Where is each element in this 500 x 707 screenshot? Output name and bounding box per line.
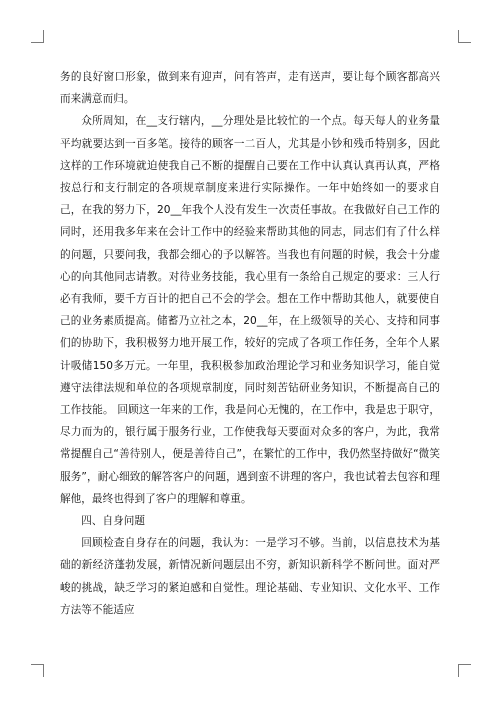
document-body bbox=[60, 66, 440, 621]
crop-mark-bottom-left bbox=[31, 664, 44, 677]
paragraph-continuation: 务的良好窗口形象，做到来有迎声，问有答声，走有送声，要让每个顾客都高兴而来满意而归。 bbox=[60, 71, 440, 106]
section-heading-self-problems: 四、自身问题 bbox=[81, 515, 146, 528]
crop-mark-bottom-right bbox=[458, 664, 471, 677]
paragraph-self-review: 回顾检查自身存在的问题，我认为：一是学习不够。当前，以信息技术为基础的新经济蓬勃发展，新情况新问题层出不穷，新知识新科学不断问世。面对严峻的挑战，缺乏学习的紧迫感和自觉性。理论基础、专业知识、文化水平、工作方法等不能适应 bbox=[60, 537, 440, 616]
crop-mark-top-left bbox=[31, 30, 44, 43]
paragraph-work-summary: 众所周知，在__支行辖内，__分理处是比较忙的一个点。每天每人的业务量平均就要达到一百多笔。接待的顾客一二百人，尤其是小钞和残币特别多，因此这样的工作环境就迫使我自己不断的提醒自己要在工作中认真认真再认真，严格按总行和支行制定的各项规章制度来进行实际操作。一年中始终如一的要求自己，在我的努力下，20__年我个人没有发生一次责任事故。在我做好自己工作的同时，还用我多年来在会计工作中的经验来帮助其他的同志，同志们有了什么样的问题，只要问我，我都会细心的予以解答。当我也有问题的时候，我会十分虚心的向其他同志请教。对待业务技能，我心里有一条给自己规定的要求：三人行必有我师，要千方百计的把自己不会的学会。想在工作中帮助其他人，就要使自己的业务素质提高。储蓄乃立社之本，20__年，在上级领导的关心、支持和同事们的协助下，我积极努力地开展工作，较好的完成了各项工作任务，全年个人累计吸储150多万元。一年里，我积极参加政治理论学习和业务知识学习，能自觉遵守法律法规和单位的各项规章制度，同时刻苦钻研业务知识，不断提高自己的工作技能。 回顾这一年来的工作，我是问心无愧的，在工作中，我是忠于职守，尽力而为的，银行属于服务行业，工作使我每天要面对众多的客户，为此，我常常提醒自己“善待别人，便是善待自己”，在繁忙的工作中，我仍然坚持做好“微笑服务”，耐心细致的解答客户的问题，遇到蛮不讲理的客户，我也试着去包容和理解他，最终也得到了客户的理解和尊重。 bbox=[60, 115, 440, 505]
crop-mark-top-right bbox=[458, 30, 471, 43]
